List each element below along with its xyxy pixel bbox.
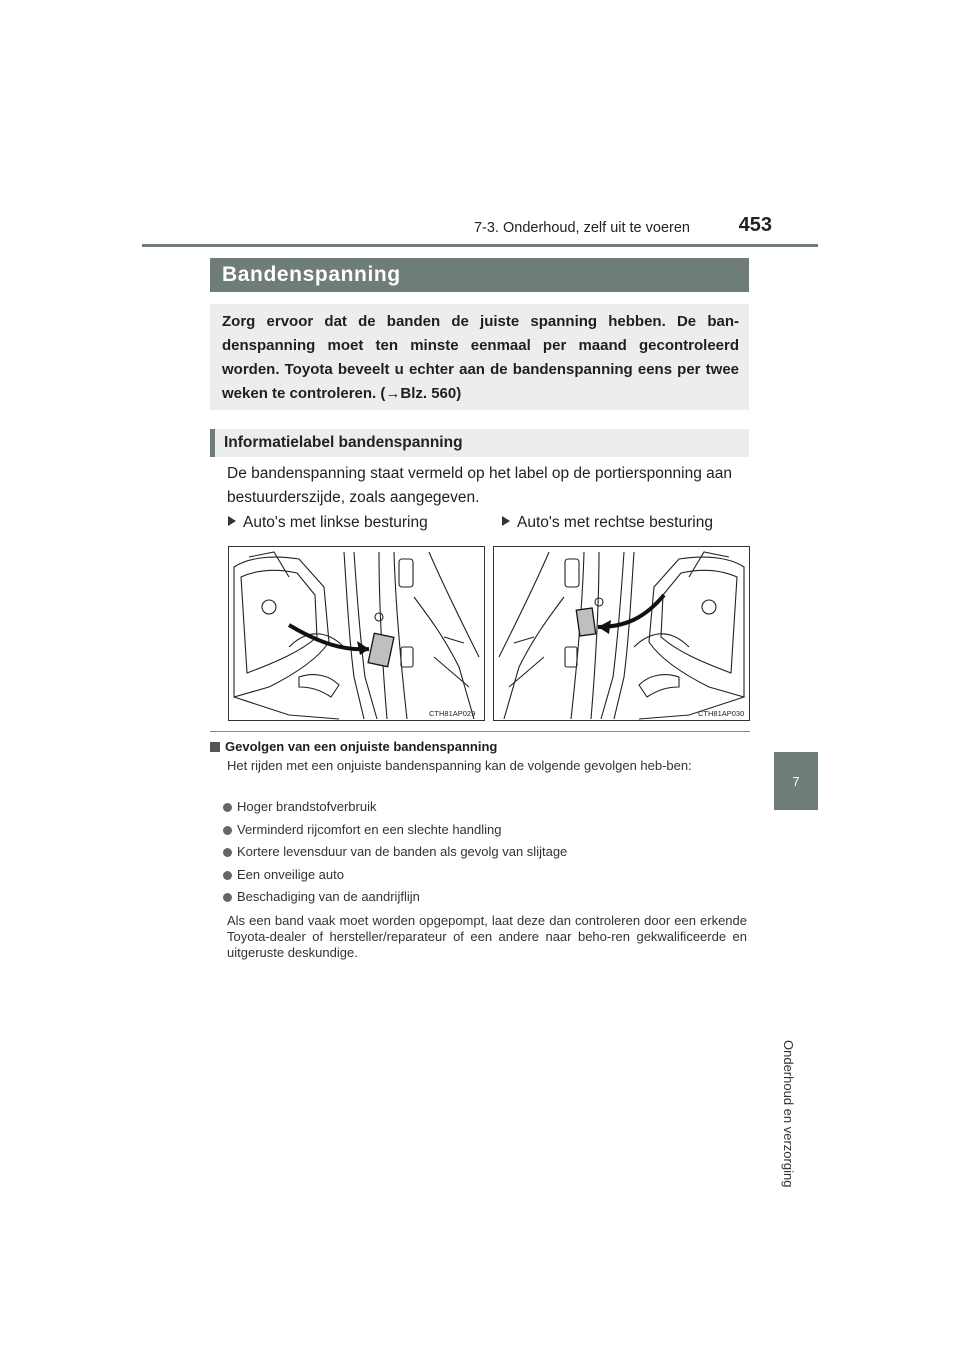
consequences-list — [223, 799, 743, 912]
page-number: 453 — [738, 214, 772, 236]
list-item-text: Een onveilige auto — [237, 866, 344, 882]
arrow-icon: → — [385, 385, 401, 402]
intro-text: Zorg ervoor dat de banden de juiste spanning hebben. De ban-denspanning moet ten minste eenmaal per maand gecontroleerd worden. Toyota beveelt u echter aan de bandenspanning eens per twee weken te controleren. ( — [222, 313, 739, 402]
separator — [210, 731, 750, 732]
list-item-text: Hoger brandstofverbruik — [237, 799, 377, 814]
door-pillar-illustration-left — [229, 547, 484, 720]
chapter-title: Onderhoud en verzorging — [781, 1040, 796, 1188]
list-item-text: Kortere levensduur van de banden als gevolg van slijtage — [237, 844, 568, 860]
header-rule — [142, 244, 818, 247]
subsection-title: Informatielabel bandenspanning — [210, 429, 749, 457]
figure-left-hand-drive — [228, 546, 485, 721]
figure-code-left: CTH81AP029 — [429, 709, 476, 718]
chapter-number: 7 — [792, 773, 800, 789]
consequences-intro: Het rijden met een onjuiste bandenspanning kan de volgende gevolgen heb-ben: — [227, 758, 692, 773]
figure-label-left-text: Auto's met linkse besturing — [243, 514, 428, 531]
door-pillar-illustration-right — [494, 547, 749, 720]
list-item — [223, 844, 743, 867]
intro-box — [210, 304, 749, 410]
bullet-dot-icon — [223, 893, 232, 902]
list-item — [223, 889, 743, 912]
page-reference-link[interactable]: Blz. 560) — [400, 385, 462, 402]
chapter-tab — [774, 752, 818, 810]
list-item-text: Beschadiging van de aandrijflijn — [237, 889, 420, 905]
consequences-heading-text: Gevolgen van een onjuiste bandenspanning — [225, 739, 498, 754]
bullet-dot-icon — [223, 803, 232, 812]
figure-code-right: CTH81AP030 — [698, 709, 745, 718]
bullet-dot-icon — [223, 871, 232, 880]
bullet-dot-icon — [223, 848, 232, 857]
square-bullet-icon — [210, 742, 220, 752]
closing-paragraph: Als een band vaak moet worden opgepompt, laat deze dan controleren door een erkende Toyota-dealer of hersteller/reparateur of een andere naar beho-ren gekwalificeerde en uitgeruste deskundige. — [227, 913, 747, 960]
consequences-heading — [210, 739, 750, 754]
subsection-body: De bandenspanning staat vermeld op het label op de portiersponning aan bestuurderszijde, zoals aangegeven. — [227, 465, 732, 506]
triangle-bullet-icon — [228, 516, 236, 526]
section-header: 7-3. Onderhoud, zelf uit te voeren — [473, 220, 690, 236]
page-title: Bandenspanning — [210, 258, 749, 292]
list-item — [223, 867, 743, 890]
triangle-bullet-icon — [502, 516, 510, 526]
figure-right-hand-drive — [493, 546, 750, 721]
list-item — [223, 799, 743, 822]
figure-label-right-text: Auto's met rechtse besturing — [517, 514, 713, 531]
list-item-text: Verminderd rijcomfort en een slechte handling — [237, 821, 502, 837]
figure-label-right — [502, 514, 752, 532]
figure-label-left — [228, 514, 488, 532]
bullet-dot-icon — [223, 826, 232, 835]
list-item — [223, 822, 743, 845]
